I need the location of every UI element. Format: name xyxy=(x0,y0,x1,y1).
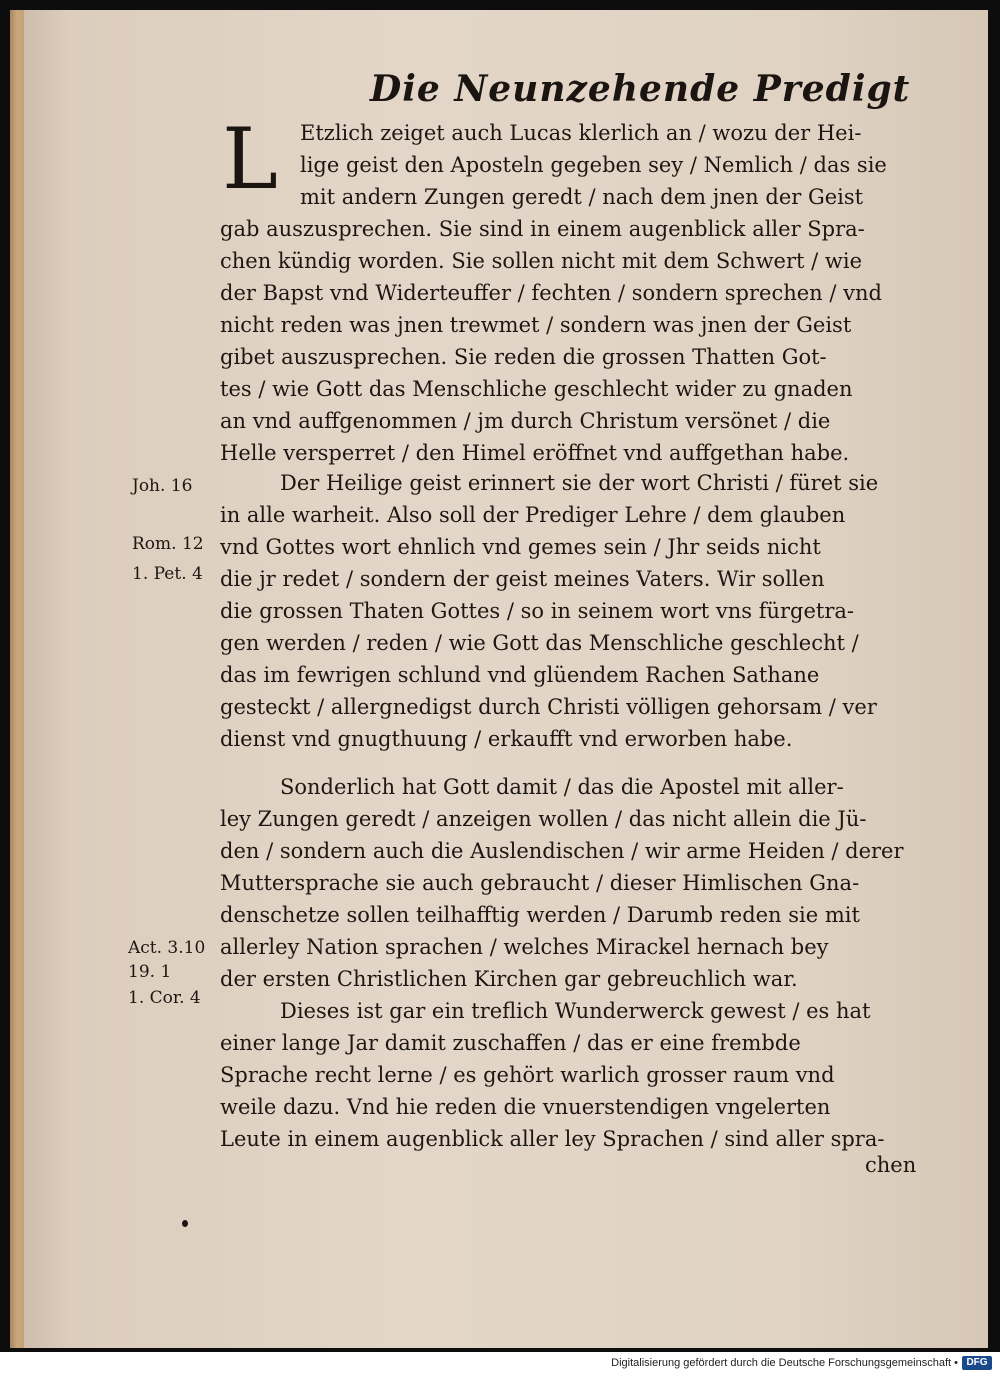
text-line: mit andern Zungen geredt / nach dem jnen der Geist xyxy=(300,185,864,209)
ink-speck xyxy=(182,1220,188,1227)
text-line: weile dazu. Vnd hie reden die vnuerstendigen vngelerten xyxy=(220,1095,831,1119)
text-line: Sonderlich hat Gott damit / das die Apostel mit aller‐ xyxy=(280,775,844,799)
text-line: den / sondern auch die Auslendischen / wir arme Heiden / derer xyxy=(220,839,904,863)
catchword: chen xyxy=(865,1153,917,1177)
margin-reference: Rom. 12 xyxy=(132,534,204,554)
margin-reference: 1. Pet. 4 xyxy=(132,564,203,584)
text-line: gesteckt / allergnedigst durch Christi völligen gehorsam / ver xyxy=(220,695,877,719)
funding-notice: Digitalisierung gefördert durch die Deutsche Forschungsgemeinschaft • xyxy=(611,1357,958,1369)
text-line: Etzlich zeiget auch Lucas klerlich an / wozu der Hei‐ xyxy=(300,121,862,145)
dfg-logo: DFG xyxy=(962,1356,992,1370)
text-line: einer lange Jar damit zuschaffen / das er eine frembde xyxy=(220,1031,801,1055)
margin-reference: 1. Cor. 4 xyxy=(128,988,201,1008)
text-line: die jr redet / sondern der geist meines Vaters. Wir sollen xyxy=(220,567,825,591)
text-line: Leute in einem augenblick aller ley Sprachen / sind aller spra‐ xyxy=(220,1127,885,1151)
text-line: dienst vnd gnugthuung / erkaufft vnd erworben habe. xyxy=(220,727,793,751)
text-line: Sprache recht lerne / es gehört warlich grosser raum vnd xyxy=(220,1063,835,1087)
book-page xyxy=(10,10,988,1348)
text-line: an vnd auffgenommen / jm durch Christum versönet / die xyxy=(220,409,831,433)
text-line: in alle warheit. Also soll der Prediger Lehre / dem glauben xyxy=(220,503,846,527)
text-line: das im fewrigen schlund vnd glüendem Rachen Sathane xyxy=(220,663,820,687)
margin-reference: 19. 1 xyxy=(128,962,172,982)
text-line: der Bapst vnd Widerteuffer / fechten / sondern sprechen / vnd xyxy=(220,281,882,305)
text-line: tes / wie Gott das Menschliche geschlecht wider zu gnaden xyxy=(220,377,853,401)
text-line: allerley Nation sprachen / welches Mirackel hernach bey xyxy=(220,935,829,959)
text-line: die grossen Thaten Gottes / so in seinem wort vns fürgetra‐ xyxy=(220,599,854,623)
text-line: denschetze sollen teilhafftig werden / Darumb reden sie mit xyxy=(220,903,860,927)
text-line: nicht reden was jnen trewmet / sondern was jnen der Geist xyxy=(220,313,852,337)
page-header-title: Die Neunzehende Predigt xyxy=(370,68,911,110)
text-line: gen werden / reden / wie Gott das Menschliche geschlecht / xyxy=(220,631,859,655)
drop-cap-initial: L xyxy=(222,110,278,208)
margin-reference: Act. 3.10 xyxy=(128,938,206,958)
text-line: gibet auszusprechen. Sie reden die grossen Thatten Got‐ xyxy=(220,345,827,369)
margin-reference: Joh. 16 xyxy=(132,476,193,496)
book-spine-edge xyxy=(10,10,24,1348)
text-line: ley Zungen geredt / anzeigen wollen / das nicht allein die Jü‐ xyxy=(220,807,867,831)
text-line: Helle versperret / den Himel eröffnet vnd auffgethan habe. xyxy=(220,441,850,465)
text-line: vnd Gottes wort ehnlich vnd gemes sein / Jhr seids nicht xyxy=(220,535,821,559)
text-line: chen kündig worden. Sie sollen nicht mit dem Schwert / wie xyxy=(220,249,862,273)
text-line: Muttersprache sie auch gebraucht / dieser Himlischen Gna‐ xyxy=(220,871,860,895)
text-line: Dieses ist gar ein treflich Wunderwerck gewest / es hat xyxy=(280,999,871,1023)
digitization-footer xyxy=(0,1352,1000,1374)
text-line: gab auszusprechen. Sie sind in einem augenblick aller Spra‐ xyxy=(220,217,865,241)
text-line: der ersten Christlichen Kirchen gar gebreuchlich war. xyxy=(220,967,798,991)
text-line: Der Heilige geist erinnert sie der wort Christi / füret sie xyxy=(280,471,879,495)
text-line: lige geist den Aposteln gegeben sey / Nemlich / das sie xyxy=(300,153,887,177)
